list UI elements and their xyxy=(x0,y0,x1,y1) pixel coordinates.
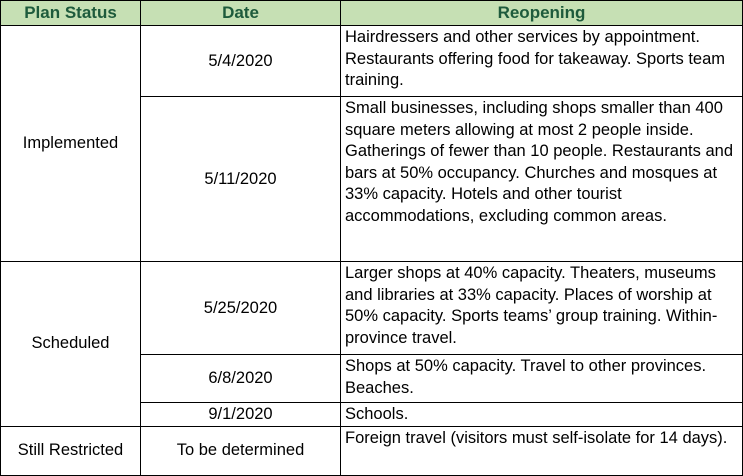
reopening-cell: Hairdressers and other services by appointment. Restaurants offering food for takeaway. Sports team training. xyxy=(341,26,743,97)
header-row xyxy=(1,1,743,26)
date-cell: 9/1/2020 xyxy=(141,403,341,427)
status-scheduled: Scheduled xyxy=(1,262,141,427)
date-cell: 5/25/2020 xyxy=(141,262,341,355)
table-row xyxy=(1,262,743,355)
header-date: Date xyxy=(141,1,341,26)
table-row xyxy=(1,26,743,97)
reopening-cell: Small businesses, including shops smaller than 400 square meters allowing at most 2 people inside. Gatherings of fewer than 10 people. Restaurants and bars at 50% occupancy. Churches and mosques at 33% capacity. Hotels and other tourist accommodations, excluding common areas. xyxy=(341,97,743,262)
header-plan-status: Plan Status xyxy=(1,1,141,26)
date-cell: 6/8/2020 xyxy=(141,355,341,403)
table-row xyxy=(1,426,743,475)
reopening-cell: Schools. xyxy=(341,403,743,427)
reopening-cell: Foreign travel (visitors must self-isolate for 14 days). xyxy=(341,426,743,475)
status-still-restricted: Still Restricted xyxy=(1,426,141,475)
header-reopening: Reopening xyxy=(341,1,743,26)
date-cell: 5/11/2020 xyxy=(141,97,341,262)
date-cell: 5/4/2020 xyxy=(141,26,341,97)
reopening-cell: Shops at 50% capacity. Travel to other provinces. Beaches. xyxy=(341,355,743,403)
reopening-cell: Larger shops at 40% capacity. Theaters, museums and libraries at 33% capacity. Places of worship at 50% capacity. Sports teams’ group training. Within-province travel. xyxy=(341,262,743,355)
date-cell: To be determined xyxy=(141,426,341,475)
status-implemented: Implemented xyxy=(1,26,141,262)
